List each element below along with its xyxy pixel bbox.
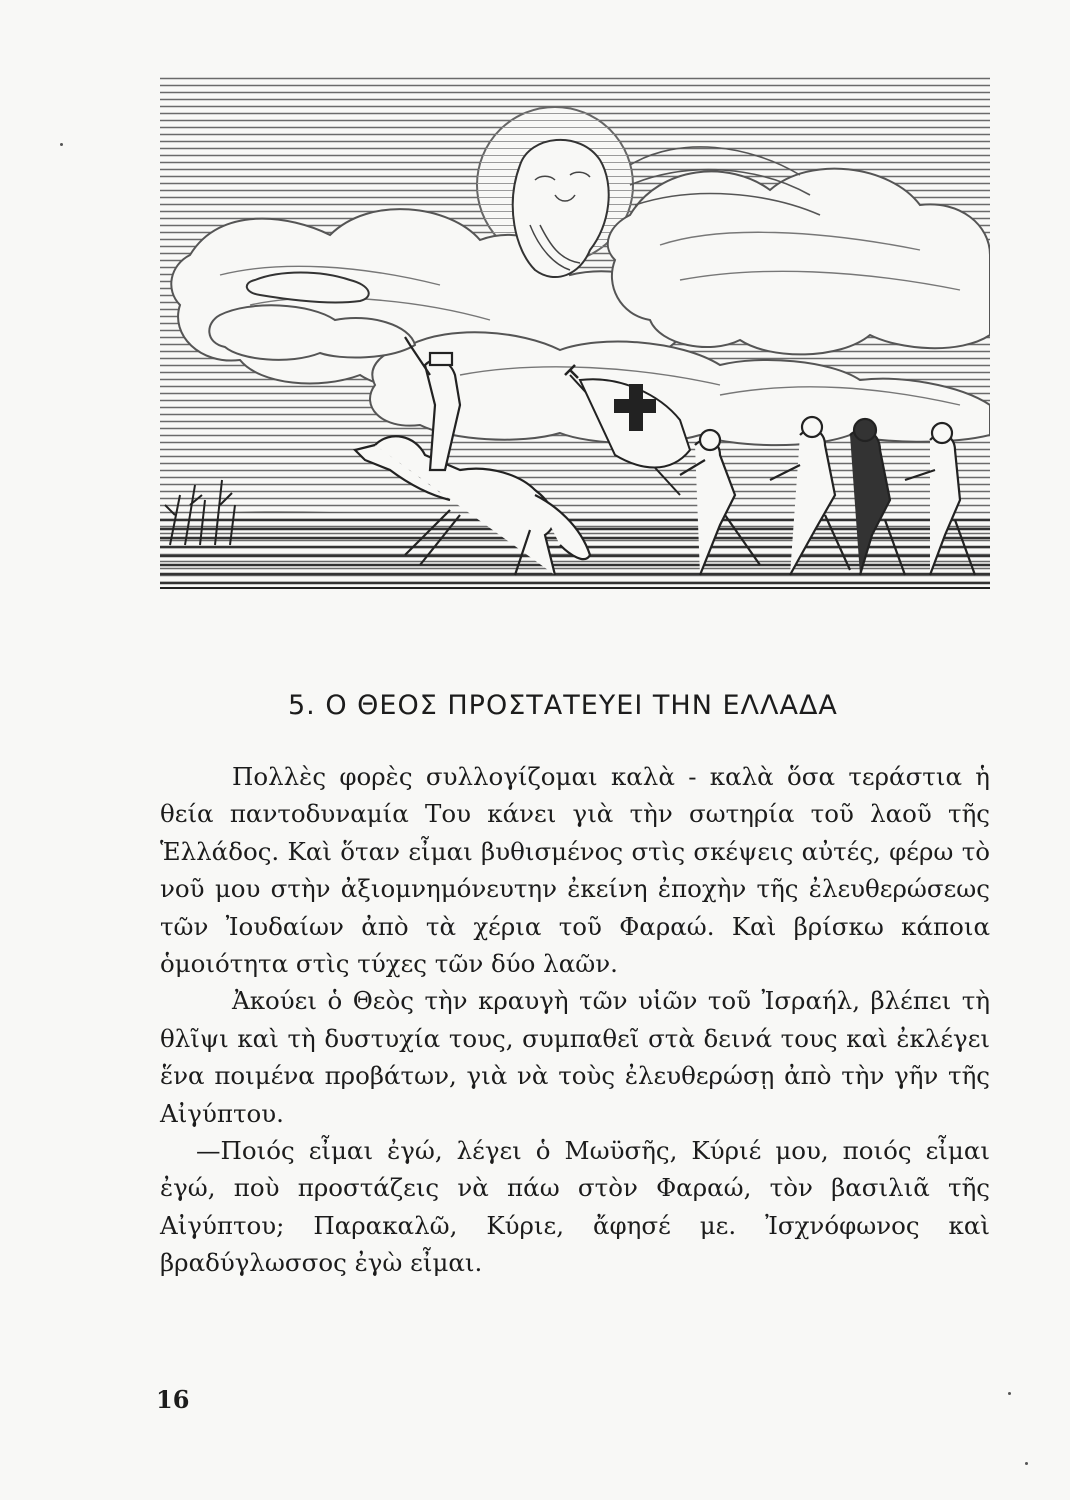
chapter-title: 5. Ο ΘΕΟΣ ΠΡΟΣΤΑΤΕΥΕΙ ΤΗΝ ΕΛΛΑΔΑ <box>288 690 838 721</box>
page-number: 16 <box>156 1385 190 1414</box>
woodcut-god-protecting-soldiers-icon <box>160 75 990 587</box>
paper-speck <box>1008 1392 1011 1395</box>
paragraph-3: —Ποιός εἶμαι ἐγώ, λέγει ὁ Μωϋσῆς, Κύριέ μου, ποιός εἶμαι ἐγώ, ποὺ προστάζεις νὰ πάω στὸν Φαραώ, τὸν βασιλιᾶ τῆς Αἰγύπτου; Παρακαλῶ, Κύριε, ἄφησέ με. Ἰσχνόφωνος καὶ βραδύγλωσσος ἐγὼ εἶμαι. <box>160 1136 990 1278</box>
woodcut-illustration <box>160 75 990 589</box>
body-text <box>160 758 990 1282</box>
paragraph-1: Πολλὲς φορὲς συλλογίζομαι καλὰ - καλὰ ὅσα τεράστια ἡ θεία παντοδυναμία Του κάνει γιὰ τὴν σωτηρία τοῦ λαοῦ τῆς Ἑλλάδος. Καὶ ὅταν εἶμαι βυθισμένος στὶς σκέψεις αὐτές, φέρω τὸ νοῦ μου στὴν ἀξιομνημόνευτην ἐκείνη ἐποχὴν τῆς ἐλευθερώσεως τῶν Ἰουδαίων ἀπὸ τὰ χέρια τοῦ Φαραώ. Καὶ βρίσκω κάποια ὁμοιότητα στὶς τύχες τῶν δύο λαῶν. <box>160 762 990 979</box>
paragraph-2: Ἀκούει ὁ Θεὸς τὴν κραυγὴ τῶν υἱῶν τοῦ Ἰσραήλ, βλέπει τὴ θλῖψι καὶ τὴ δυστυχία τους, συμπαθεῖ στὰ δεινά τους καὶ ἐκλέγει ἕνα ποιμένα προβάτων, γιὰ νὰ τοὺς ἐλευθερώσῃ ἀπὸ τὴν γῆν τῆς Αἰγύπτου. <box>160 986 990 1128</box>
paper-speck <box>60 143 63 146</box>
paper-speck <box>1025 1462 1028 1465</box>
